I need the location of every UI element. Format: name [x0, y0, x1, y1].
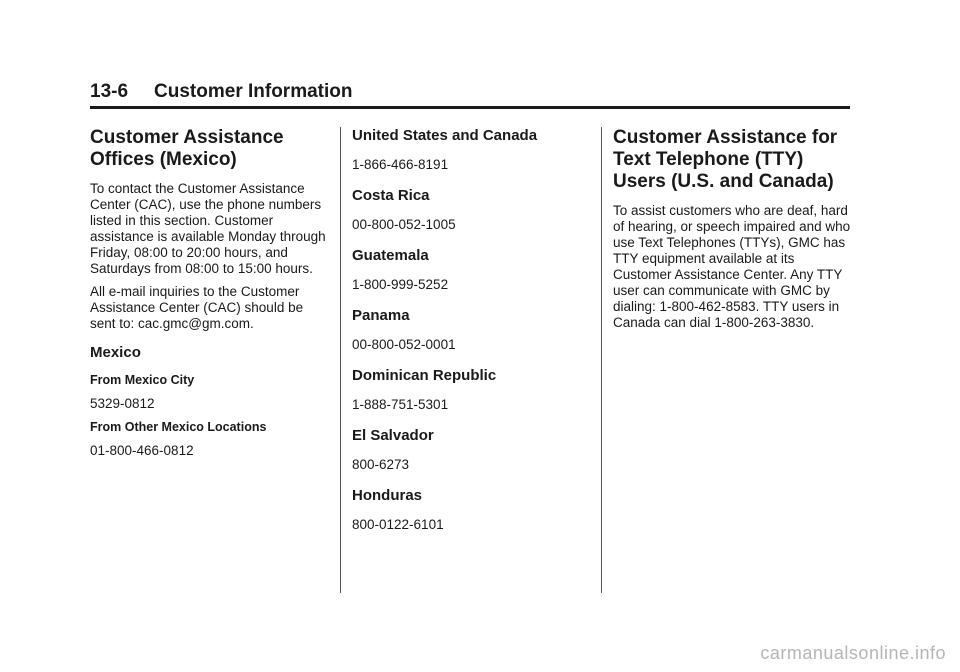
cac-email-paragraph: All e-mail inquiries to the Customer Assistance Center (CAC) should be sent to: cac.gmc@gm.com. — [90, 284, 304, 331]
mexico-offices-title: Customer Assistance Offices (Mexico) — [90, 127, 284, 170]
section-title: Customer Information — [154, 81, 353, 102]
watermark: carmanualsonline.info — [760, 643, 946, 663]
country-heading: Honduras — [352, 487, 423, 504]
cac-contact-paragraph: To contact the Customer Assistance Center (CAC), use the phone numbers listed in this section. Customer assistance is available Monday through Friday, 08:00 to 20:00 hours, and Saturdays from 08:00 to 15:00 hours. — [90, 181, 326, 276]
column-country-numbers — [352, 127, 592, 547]
country-heading: El Salvador — [352, 427, 434, 444]
column-divider-left — [340, 127, 341, 593]
country-heading: Dominican Republic — [352, 367, 497, 384]
country-phone-number: 800-6273 — [352, 457, 410, 472]
country-entry-guatemala — [352, 247, 592, 293]
other-locations-label: From Other Mexico Locations — [90, 420, 267, 434]
country-heading: United States and Canada — [352, 127, 538, 144]
page-header — [90, 80, 850, 109]
mexico-heading: Mexico — [90, 344, 141, 361]
column-divider-right — [601, 127, 602, 593]
country-entry-usa-canada — [352, 127, 592, 173]
page-number: 13-6 — [90, 81, 129, 102]
country-phone-number: 00-800-052-0001 — [352, 337, 456, 352]
mexico-city-label: From Mexico City — [90, 373, 195, 387]
country-entry-costa-rica — [352, 187, 592, 233]
country-phone-number: 1-888-751-5301 — [352, 397, 449, 412]
country-phone-number: 1-866-466-8191 — [352, 157, 449, 172]
other-locations-number: 01-800-466-0812 — [90, 443, 194, 458]
country-heading: Guatemala — [352, 247, 429, 264]
tty-title: Customer Assistance for Text Telephone (TTY) Users (U.S. and Canada) — [613, 127, 838, 192]
country-phone-number: 00-800-052-1005 — [352, 217, 456, 232]
tty-paragraph: To assist customers who are deaf, hard of hearing, or speech impaired and who use Text Telephones (TTYs), GMC has TTY equipment available at its Customer Assistance Center. Any TTY user can communicate with GMC by dialing: 1-800-462-8583. TTY users in Canada can dial 1-800-263-3830. — [613, 203, 851, 330]
country-entry-honduras — [352, 487, 592, 533]
column-mexico-offices — [90, 127, 328, 466]
country-entry-dominican-republic — [352, 367, 592, 413]
country-heading: Panama — [352, 307, 410, 324]
country-entry-panama — [352, 307, 592, 353]
country-phone-number: 800-0122-6101 — [352, 517, 444, 532]
column-tty-assistance — [613, 127, 853, 331]
country-phone-number: 1-800-999-5252 — [352, 277, 449, 292]
country-heading: Costa Rica — [352, 187, 430, 204]
country-entry-el-salvador — [352, 427, 592, 473]
mexico-city-number: 5329-0812 — [90, 396, 155, 411]
